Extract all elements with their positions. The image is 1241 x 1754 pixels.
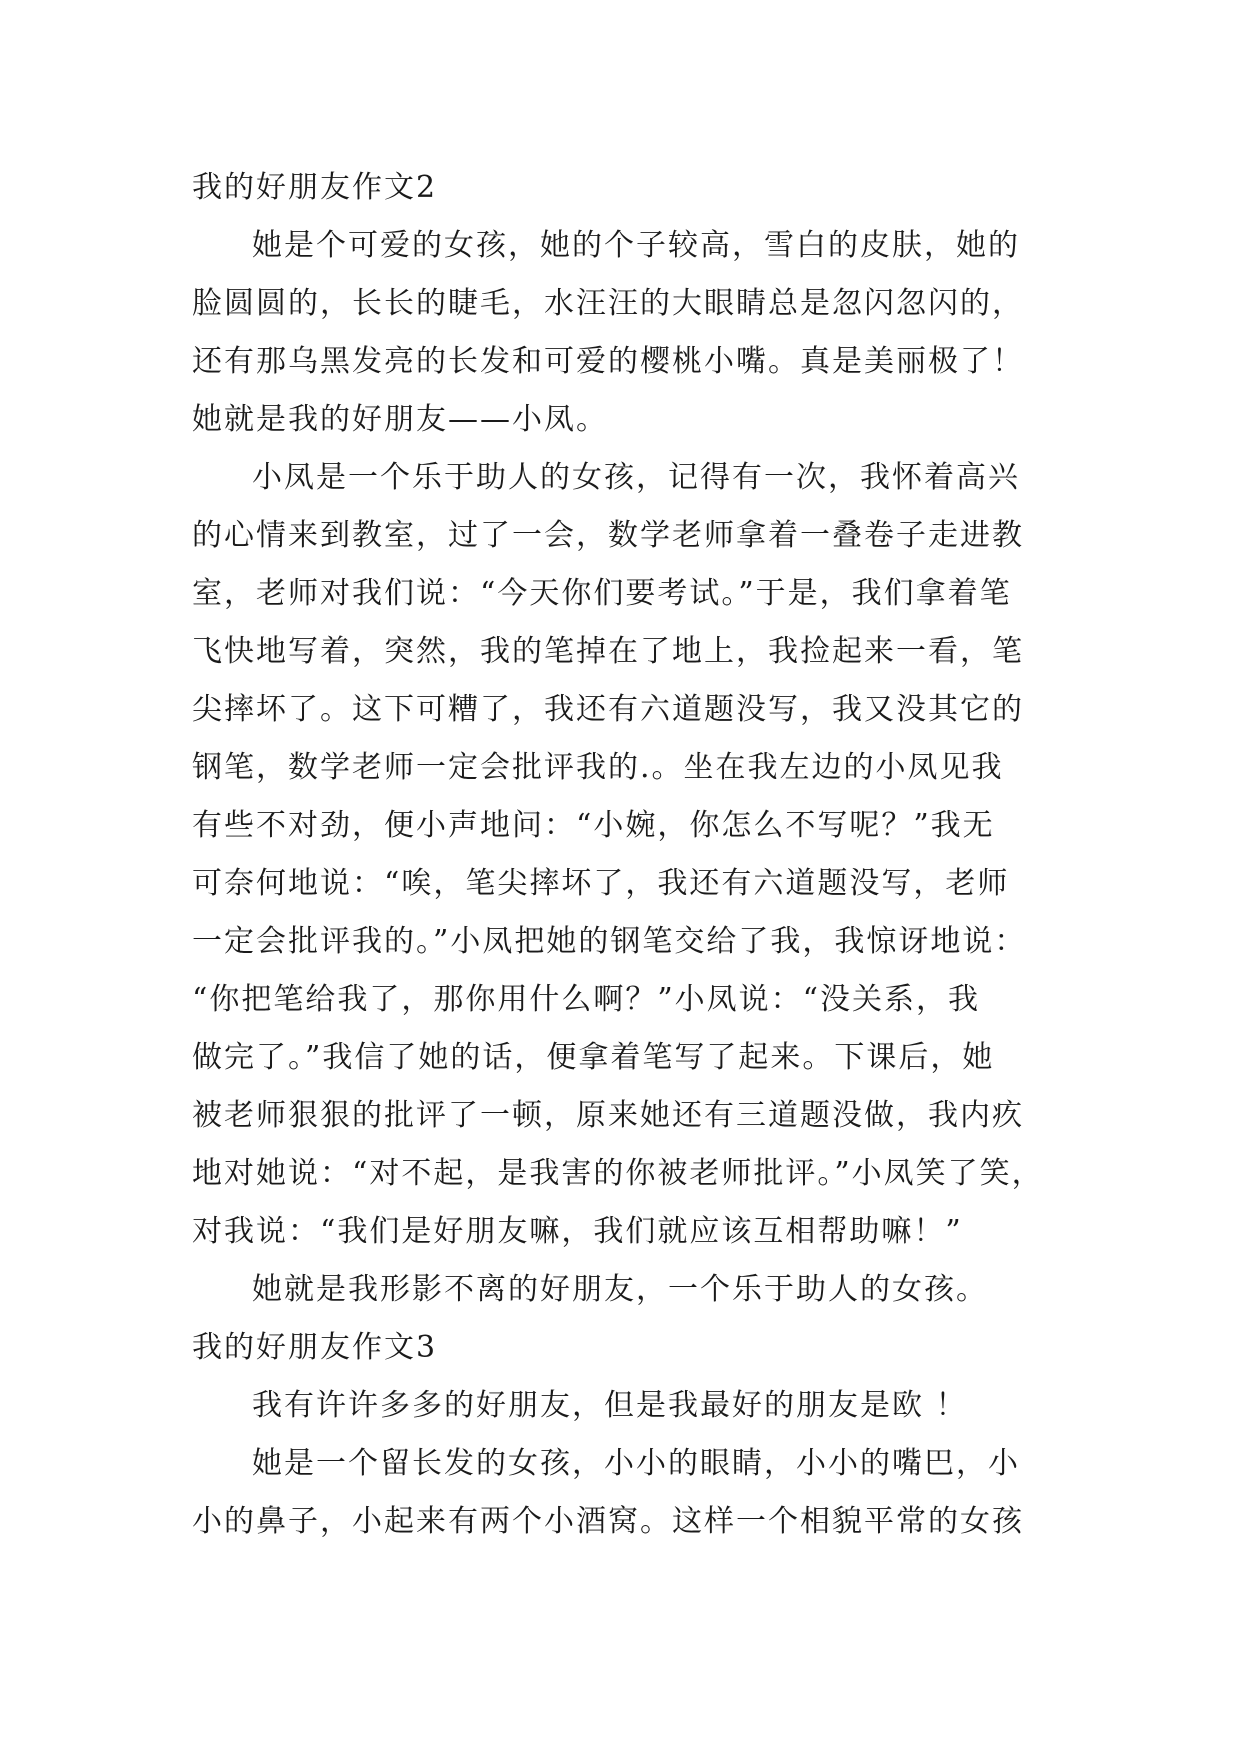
text-line: 小的鼻子，小起来有两个小酒窝。这样一个相貌平常的女孩 [192, 1504, 1024, 1539]
text-line: 有些不对劲，便小声地问：“小婉，你怎么不写呢？”我无 [192, 808, 995, 843]
text-line: 对我说：“我们是好朋友嘛，我们就应该互相帮助嘛！” [192, 1214, 963, 1249]
text-line: 我有许许多多的好朋友，但是我最好的朋友是欧 ！ [252, 1388, 968, 1423]
text-line: 室，老师对我们说：“今天你们要考试。”于是，我们拿着笔 [192, 576, 1012, 611]
text-line: 钢笔，数学老师一定会批评我的.。坐在我左边的小凤见我 [192, 750, 1004, 785]
text-line: 还有那乌黑发亮的长发和可爱的樱桃小嘴。真是美丽极了！ [192, 344, 1024, 379]
text-line: 她就是我的好朋友——小凤。 [192, 402, 608, 437]
text-line: “你把笔给我了，那你用什么啊？”小凤说：“没关系，我 [192, 982, 981, 1017]
text-line: 飞快地写着，突然，我的笔掉在了地上，我捡起来一看，笔 [192, 634, 1024, 669]
text-line: 的心情来到教室，过了一会，数学老师拿着一叠卷子走进教 [192, 518, 1024, 553]
text-line: 她是个可爱的女孩，她的个子较高，雪白的皮肤，她的 [252, 228, 1020, 263]
heading-essay-2: 我的好朋友作文2 [192, 170, 438, 205]
heading-essay-3: 我的好朋友作文3 [192, 1330, 438, 1365]
text-line: 她就是我形影不离的好朋友，一个乐于助人的女孩。 [252, 1272, 988, 1307]
text-line: 被老师狠狠的批评了一顿，原来她还有三道题没做，我内疚 [192, 1098, 1024, 1133]
text-line: 小凤是一个乐于助人的女孩，记得有一次，我怀着高兴 [252, 460, 1020, 495]
text-line: 她是一个留长发的女孩，小小的眼睛，小小的嘴巴，小 [252, 1446, 1020, 1481]
text-line: 可奈何地说：“唉，笔尖摔坏了，我还有六道题没写，老师 [192, 866, 1010, 901]
text-line: 尖摔坏了。这下可糟了，我还有六道题没写，我又没其它的 [192, 692, 1024, 727]
text-line: 脸圆圆的，长长的睫毛，水汪汪的大眼睛总是忽闪忽闪的， [192, 286, 1024, 321]
text-line: 做完了。”我信了她的话，便拿着笔写了起来。下课后，她 [192, 1040, 995, 1075]
text-line: 地对她说：“对不起，是我害的你被老师批评。”小凤笑了笑， [192, 1156, 1044, 1191]
text-line: 一定会批评我的。”小凤把她的钢笔交给了我，我惊讶地说： [192, 924, 1027, 959]
